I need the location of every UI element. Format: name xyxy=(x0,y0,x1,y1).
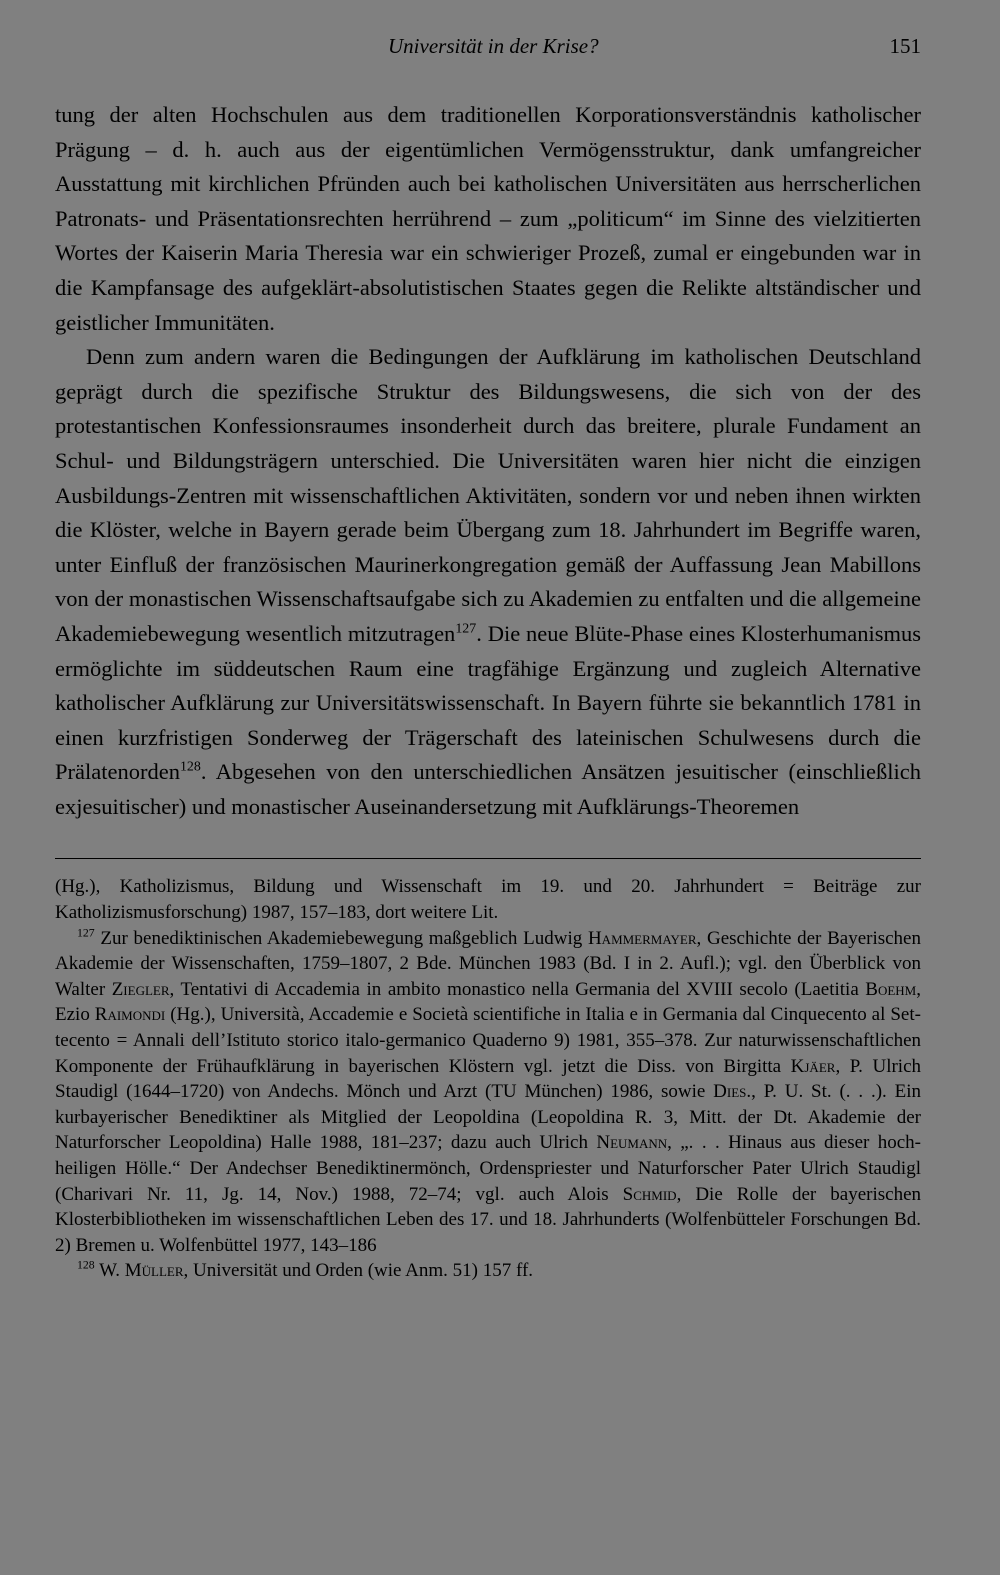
footnote-text: , Universität und Orden (wie Anm. 51) 157 ff. xyxy=(183,1260,534,1282)
footnote-text: ., P. U. St. (. . .). Ein kurbayerischer Benediktiner als Mitglied der Leopoldina (Leopoldina R. 3, Mitt. der Dt. Akademie der Naturforscher Leopoldina) Halle 1988, 181–237; dazu auch Ulrich xyxy=(55,1081,921,1154)
running-header xyxy=(55,30,921,66)
paragraph-1: tung der alten Hochschulen aus dem traditionellen Korporationsverständnis katholischer Prägung – d. h. auch aus der eigentümlichen Vermögensstruktur, dank umfangreicher Ausstattung mit kirchlichen Pfründen auch bei katholischen Universitäten aus herrscherlichen Patronats- und Präsentationsrechten herrührend – zum „politicum“ im Sinne des vielzitierten Wortes der Kaiserin Maria Theresia war ein schwieriger Prozeß, zumal er eingebunden war in die Kampfansage des aufgeklärt-absolutistischen Staates gegen die Relikte altständischer und geistlicher Immunitäten. xyxy=(55,102,921,335)
footnote-text: , Geschichte der Bayerischen Akademie der Wissenschaften, 1759–1807, 2 Bde. München 1983 (Bd. I in 2. Aufl.); vgl. den Überblick von Walter xyxy=(55,927,921,1000)
author-name: Müller xyxy=(124,1260,184,1282)
footnote-ref-128: 128 xyxy=(179,759,201,775)
paragraph-2-part-a: Denn zum andern waren die Bedingungen der Aufklärung im katholischen Deutschland geprägt durch die spezifische Struktur des Bildungswesens, die sich von der des protestantischen Konfessionsraumes insonderheit durch das breitere, plurale Fundament an Schul- und Bildungsträgern unterschied. Die Universitäten waren hier nicht die einzigen Ausbildungs-Zentren mit wissenschaftlichen Aktivitäten, sondern vor und neben ihnen wirkten die Klöster, welche in Bayern gerade beim Übergang zum 18. Jahrhundert im Begriffe waren, unter Einfluß der französischen Maurinerkongregation gemäß der Auffassung Jean Mabillons von der monastischen Wissenschaftsaufgabe sich zu Akademien zu entfalten und die allgemeine Akademiebewegung wesentlich mitzutragen xyxy=(55,344,921,646)
footnote-text: , Tentativi di Accademia in ambito monastico nella Germania del XVIII secolo (Laetitia xyxy=(169,978,866,1000)
author-name: Schmid xyxy=(622,1183,677,1205)
author-name: Kjäer xyxy=(790,1055,836,1077)
paragraph-2 xyxy=(55,340,921,824)
book-page xyxy=(55,30,921,1284)
author-name: Ziegler xyxy=(111,978,170,1000)
footnote-128 xyxy=(55,1258,921,1284)
author-name: Boehm xyxy=(865,978,917,1000)
running-title: Universität in der Krise? xyxy=(388,34,599,58)
footnote-text: , Die Rolle der bayerischen Klosterbibliotheken im wissenschaftlichen Leben des 17. und 18. Jahrhunderts (Wolfenbütteler Forschungen Bd. 2) Bremen u. Wolfenbüttel 1977, 143–186 xyxy=(55,1183,921,1256)
footnote-divider xyxy=(55,858,921,859)
footnote-ref-127: 127 xyxy=(455,621,477,637)
author-name: Neumann xyxy=(596,1132,668,1154)
author-name: Dies xyxy=(713,1081,747,1103)
footnote-text: , „. . . Hinaus aus dieser hochheiligen Hölle.“ Der Andechser Benediktinermönch, Ordenspriester und Naturforscher Pater Ulrich Staudigl (Charivari Nr. 11, Jg. 14, Nov.) 1988, 72–74; vgl. auch Alois xyxy=(55,1132,921,1205)
author-name: Hammermayer xyxy=(587,927,697,949)
page-number: 151 xyxy=(889,34,921,58)
footnote-text: W. xyxy=(94,1260,125,1282)
footnote-text: , P. Ulrich Staudigl (1644–1720) von Andechs. Mönch und Arzt (TU München) 1986, sowie xyxy=(55,1055,922,1103)
paragraph-2-part-c: . Abgesehen von den unterschiedlichen Ansätzen jesuitischer (einschließlich exjesuitischer) und monastischer Auseinandersetzung mit Aufklärungs-Theoremen xyxy=(55,759,921,819)
footnote-number: 127 xyxy=(77,926,95,940)
footnote-number: 128 xyxy=(77,1259,95,1273)
footnote-127 xyxy=(55,926,921,1259)
footnote-text: , Ezio xyxy=(55,978,921,1026)
footnotes xyxy=(55,874,921,1284)
body-text xyxy=(55,98,921,824)
footnote-text: Zur benediktinischen Akademiebewegung maßgeblich Ludwig xyxy=(94,927,588,949)
paragraph-2-part-b: . Die neue Blüte-Phase eines Klosterhumanismus ermöglichte im süddeutschen Raum eine tragfähige Ergänzung und zugleich Alternative katholischer Aufklärung zur Universitätswissenschaft. In Bayern führte sie bekanntlich 1781 in einen kurzfristigen Sonderweg der Trägerschaft des lateinischen Schulwesens durch die Prälatenorden xyxy=(55,620,921,785)
author-name: Raimondi xyxy=(94,1004,166,1026)
footnote-text: (Hg.), Università, Accademie e Società scientifiche in Italia e in Germania dal Cinquecento al Settecento = Annali dell’Istituto storico italo-germanico Quaderno 9) 1981, 355–378. Zur naturwissenschaftlichen Komponente der Frühaufklärung in bayerischen Klöstern vgl. jetzt die Diss. von Birgitta xyxy=(55,1004,921,1077)
footnote-continued: (Hg.), Katholizismus, Bildung und Wissenschaft im 19. und 20. Jahrhundert = Beiträge zur Katholizismusforschung) 1987, 157–183, dort weitere Lit. xyxy=(55,876,921,924)
